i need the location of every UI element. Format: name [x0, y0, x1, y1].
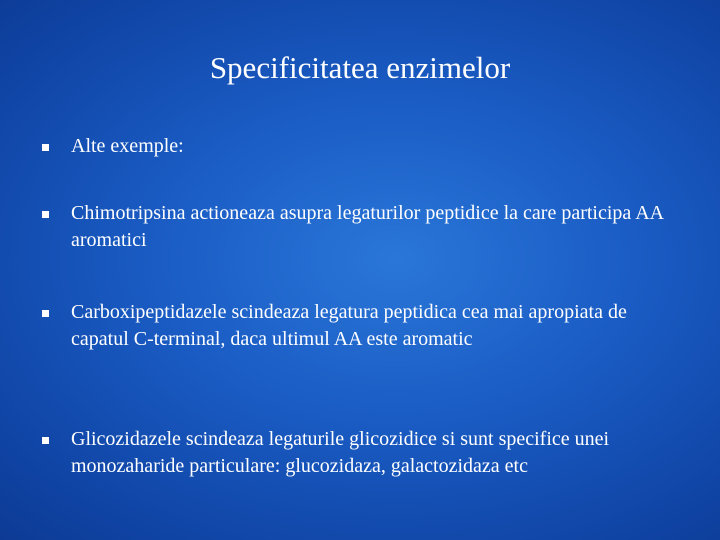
bullet-text: Alte exemple: — [71, 135, 184, 157]
square-bullet-icon — [42, 437, 49, 444]
square-bullet-icon — [42, 144, 49, 151]
square-bullet-icon — [42, 310, 49, 317]
square-bullet-icon — [42, 211, 49, 218]
bullet-text: Carboxipeptidazele scindeaza legatura peptidica cea mai apropiata de capatul C-terminal, daca ultimul AA este aromatic — [71, 301, 627, 350]
slide-title: Specificitatea enzimelor — [209, 50, 511, 85]
bullet-text: Chimotripsina actioneaza asupra legaturilor peptidice la care participa AA aromatici — [71, 202, 663, 251]
bullet-text: Glicozidazele scindeaza legaturile glicozidice si sunt specifice unei monozaharide particulare: glucozidaza, galactozidaza etc — [71, 428, 610, 477]
